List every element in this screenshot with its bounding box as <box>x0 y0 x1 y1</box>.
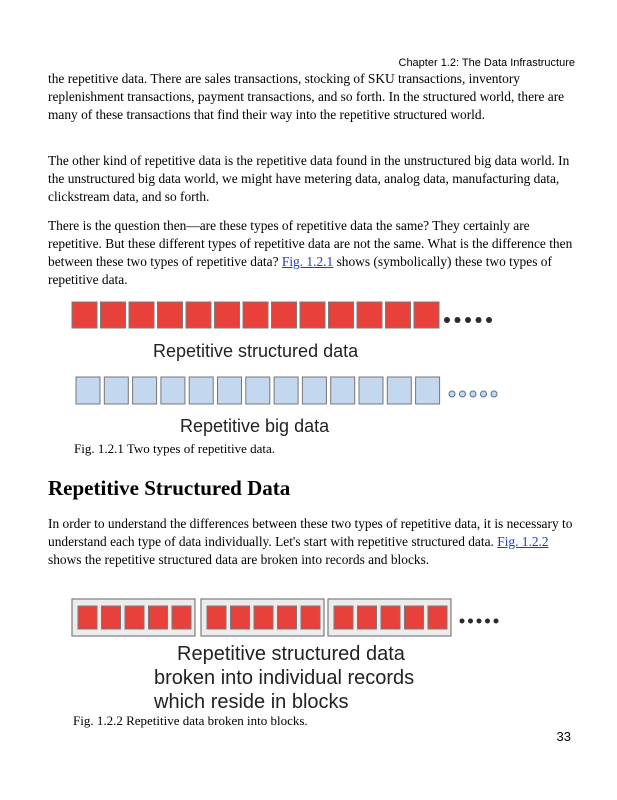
big-data-record <box>302 377 326 404</box>
block-record <box>301 606 320 629</box>
block-record <box>231 606 250 629</box>
continuation-dot <box>460 391 466 397</box>
page-number: 33 <box>556 729 571 744</box>
structured-data-blocks <box>72 302 492 328</box>
block-record <box>78 606 97 629</box>
running-head: Chapter 1.2: The Data Infrastructure <box>398 57 575 69</box>
figure-1-caption: Fig. 1.2.1 Two types of repetitive data. <box>74 441 276 456</box>
paragraph-3-text-a: There is the question then—are these types of repetitive data the same? They certainly are repetitive. But these different types of repetitive data are not the same. What is the difference then between these two types of repetitive data? <box>48 218 573 269</box>
structured-record <box>329 302 354 328</box>
paragraph-4 <box>48 515 573 569</box>
big-data-record <box>133 377 157 404</box>
continuation-dot <box>470 391 476 397</box>
figure-2-label <box>154 642 415 714</box>
big-data-record <box>416 377 440 404</box>
structured-record <box>129 302 154 328</box>
big-data-record <box>246 377 270 404</box>
structured-record <box>272 302 297 328</box>
big-data-record <box>76 377 100 404</box>
continuation-dot <box>486 317 492 323</box>
paragraph-3-text-b: shows (symbolically) these two types of repetitive data. <box>48 254 552 287</box>
block-record <box>405 606 424 629</box>
paragraph-2: The other kind of repetitive data is the repetitive data found in the unstructured big data world. In the unstructured big data world, we might have metering data, analog data, manufacturing data, clickstream data, and so forth. <box>48 153 570 204</box>
big-data-record <box>189 377 213 404</box>
block-record <box>381 606 400 629</box>
big-data-record <box>274 377 298 404</box>
block-record <box>172 606 191 629</box>
continuation-dot <box>481 391 487 397</box>
continuation-dot <box>485 619 490 624</box>
structured-record <box>186 302 211 328</box>
section-heading: Repetitive Structured Data <box>48 476 291 500</box>
structured-record <box>158 302 183 328</box>
figure-1-link[interactable]: Fig. 1.2.1 <box>281 254 334 269</box>
block-diagram <box>72 599 499 636</box>
continuation-dot <box>465 317 471 323</box>
paragraph-4-text-b: shows the repetitive structured data are broken into records and blocks. <box>48 552 430 567</box>
continuation-dot <box>477 619 482 624</box>
continuation-dot <box>468 619 473 624</box>
continuation-dot <box>449 391 455 397</box>
big-data-record <box>331 377 355 404</box>
structured-record <box>386 302 411 328</box>
continuation-dot <box>491 391 497 397</box>
block-record <box>149 606 168 629</box>
block-record <box>207 606 226 629</box>
continuation-dot <box>494 619 499 624</box>
structured-record <box>243 302 268 328</box>
continuation-dot <box>476 317 482 323</box>
block-record <box>125 606 144 629</box>
figure-2-label-line-3: which reside in blocks <box>154 691 349 713</box>
continuation-dot <box>444 317 450 323</box>
big-data-blocks <box>76 377 497 404</box>
big-data-record <box>359 377 383 404</box>
block-record <box>334 606 353 629</box>
structured-record <box>414 302 439 328</box>
big-data-record <box>161 377 185 404</box>
figure-2-label-line-2: broken into individual records <box>154 667 415 689</box>
block-record <box>358 606 377 629</box>
big-data-label: Repetitive big data <box>180 416 330 436</box>
block-record <box>254 606 273 629</box>
structured-record <box>300 302 325 328</box>
figure-2-link[interactable]: Fig. 1.2.2 <box>497 534 549 549</box>
structured-record <box>215 302 240 328</box>
block-record <box>278 606 297 629</box>
big-data-record <box>387 377 411 404</box>
structured-data-label: Repetitive structured data <box>153 341 359 361</box>
continuation-dot <box>455 317 461 323</box>
continuation-dot <box>460 619 465 624</box>
paragraph-4-text-a: In order to understand the differences between these two types of repetitive data, it is necessary to understand each type of data individually. Let's start with repetitive structured data. <box>48 516 573 549</box>
structured-record <box>72 302 97 328</box>
structured-record <box>101 302 126 328</box>
block-record <box>428 606 447 629</box>
structured-record <box>357 302 382 328</box>
block-record <box>102 606 121 629</box>
paragraph-1: the repetitive data. There are sales transactions, stocking of SKU transactions, inventory replenishment transactions, payment transactions, and so forth. In the structured world, there are many of these transactions that find their way into the repetitive structured world. <box>48 71 565 122</box>
big-data-record <box>218 377 242 404</box>
big-data-record <box>104 377 128 404</box>
figure-2-label-line-1: Repetitive structured data <box>177 643 405 665</box>
figure-2-caption: Fig. 1.2.2 Repetitive data broken into blocks. <box>73 713 308 728</box>
